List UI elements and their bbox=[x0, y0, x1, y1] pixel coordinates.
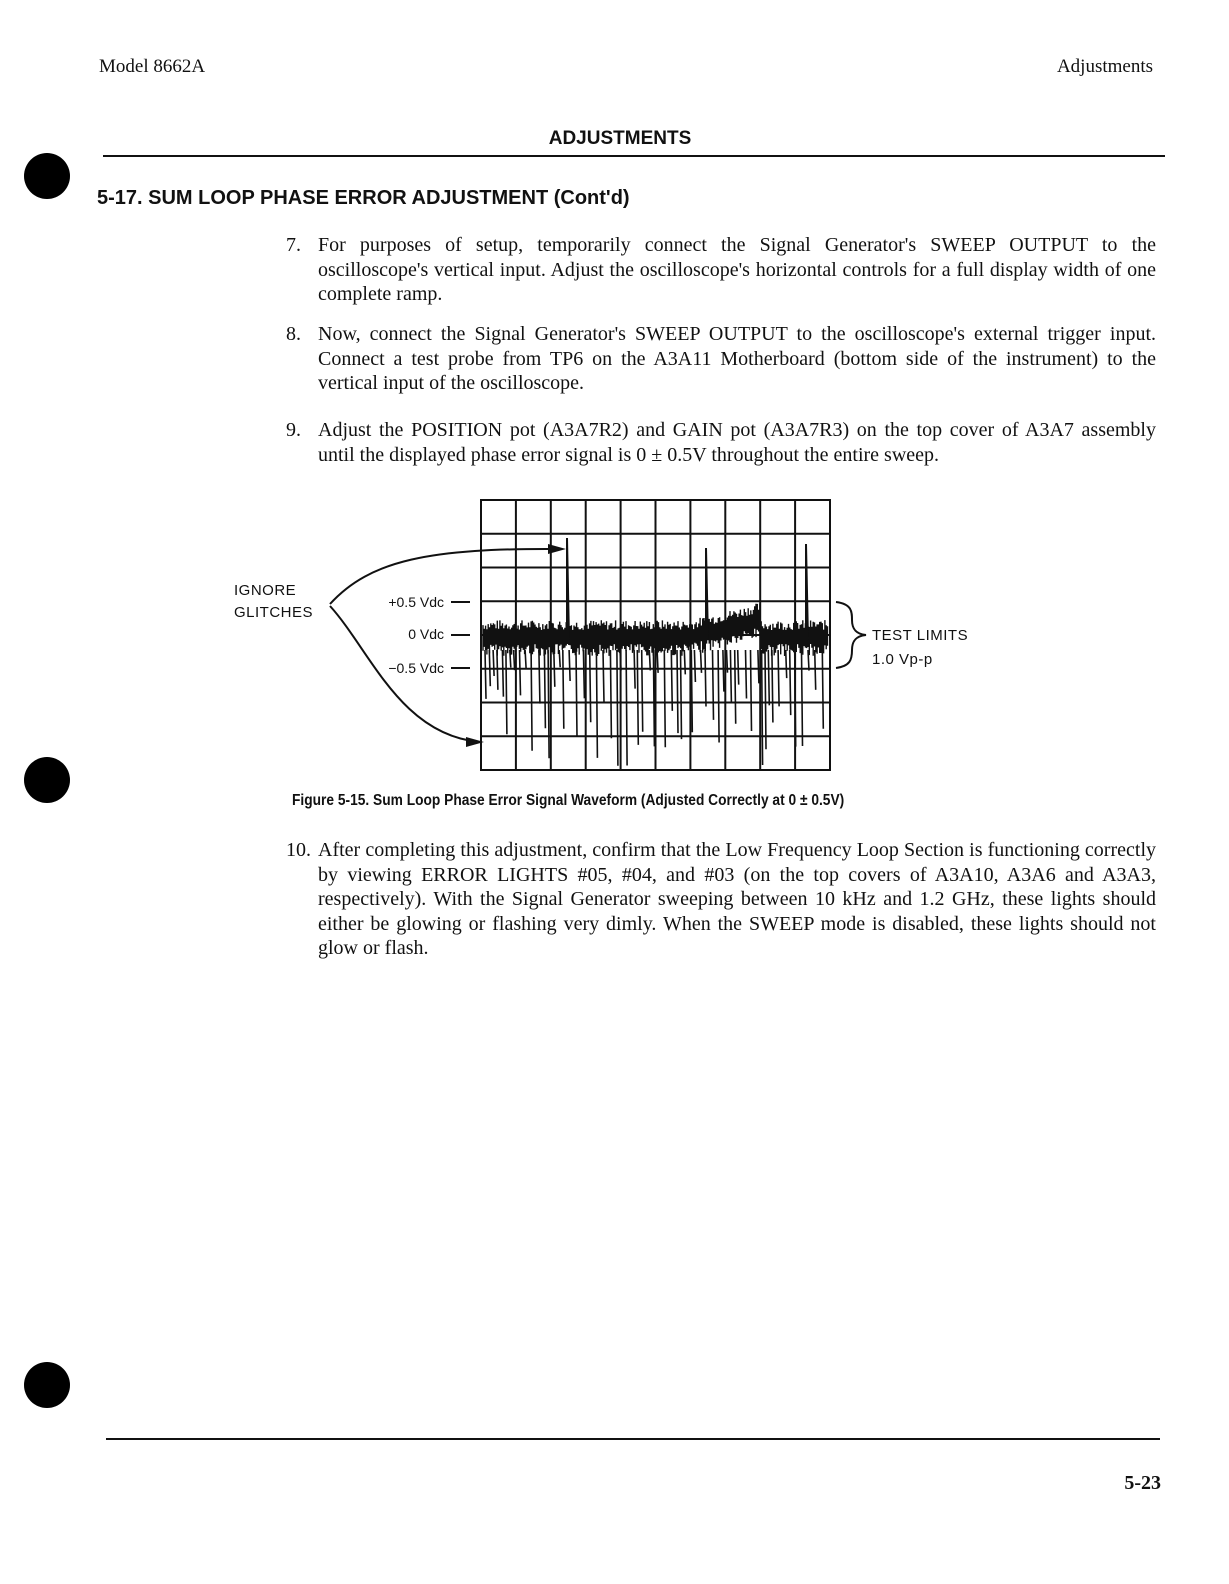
trace-positive-glitch bbox=[567, 538, 569, 640]
level-pos-label: +0.5 Vdc bbox=[388, 594, 444, 610]
figure-caption: Figure 5-15. Sum Loop Phase Error Signal Waveform (Adjusted Correctly at 0 ± 0.5V) bbox=[292, 792, 845, 809]
glitches-label: GLITCHES bbox=[234, 604, 314, 621]
step-text: Now, connect the Signal Generator's SWEEP OUTPUT to the oscilloscope's external trigger input. Connect a test probe from TP6 on the A3A11 Motherboard (bottom side of the instrument) to the vertical input of the oscilloscope. bbox=[318, 323, 1156, 394]
step-number: 8. bbox=[286, 323, 301, 345]
section-title: 5-17. SUM LOOP PHASE ERROR ADJUSTMENT (Cont'd) bbox=[97, 187, 630, 209]
test-limits-brace bbox=[836, 602, 866, 668]
banner-title: ADJUSTMENTS bbox=[548, 128, 692, 149]
step-number: 9. bbox=[286, 419, 301, 441]
step-text: For purposes of setup, temporarily connect the Signal Generator's SWEEP OUTPUT to the oscilloscope's vertical input. Adjust the oscilloscope's horizontal controls for a full display width of one complete ramp. bbox=[318, 234, 1156, 305]
page-number: 5-23 bbox=[1124, 1472, 1161, 1494]
header-section: Adjustments bbox=[1056, 56, 1153, 77]
ignore-label: IGNORE bbox=[234, 582, 297, 599]
test-limits-value: 1.0 Vp-p bbox=[872, 651, 933, 668]
trace-negative-glitches bbox=[485, 650, 823, 766]
step-number: 7. bbox=[286, 234, 301, 256]
header-model: Model 8662A bbox=[99, 56, 206, 77]
test-limits-label: TEST LIMITS bbox=[872, 627, 969, 644]
step-number: 10. bbox=[286, 839, 311, 861]
level-zero-label: 0 Vdc bbox=[408, 626, 444, 642]
level-tick-marks bbox=[451, 602, 470, 668]
footer-rule bbox=[106, 1438, 1160, 1440]
trace-positive-glitch bbox=[806, 544, 808, 640]
level-neg-label: −0.5 Vdc bbox=[388, 660, 444, 676]
step-10 bbox=[286, 838, 1156, 961]
trace-positive-glitch bbox=[706, 548, 708, 640]
step-text: After completing this adjustment, confirm that the Low Frequency Loop Section is functioning correctly by viewing ERROR LIGHTS #05, #04, and #03 (on the top covers of A3A10, A3A6 and A3A3, respectively). With the Signal Generator sweeping between 10 kHz and 1.2 GHz, these lights should either be glowing or flashing very dimly. When the SWEEP mode is disabled, these lights should not glow or flash. bbox=[318, 839, 1156, 959]
step-text: Adjust the POSITION pot (A3A7R2) and GAIN pot (A3A7R3) on the top cover of A3A7 assembly until the displayed phase error signal is 0 ± 0.5V throughout the entire sweep. bbox=[318, 419, 1156, 466]
